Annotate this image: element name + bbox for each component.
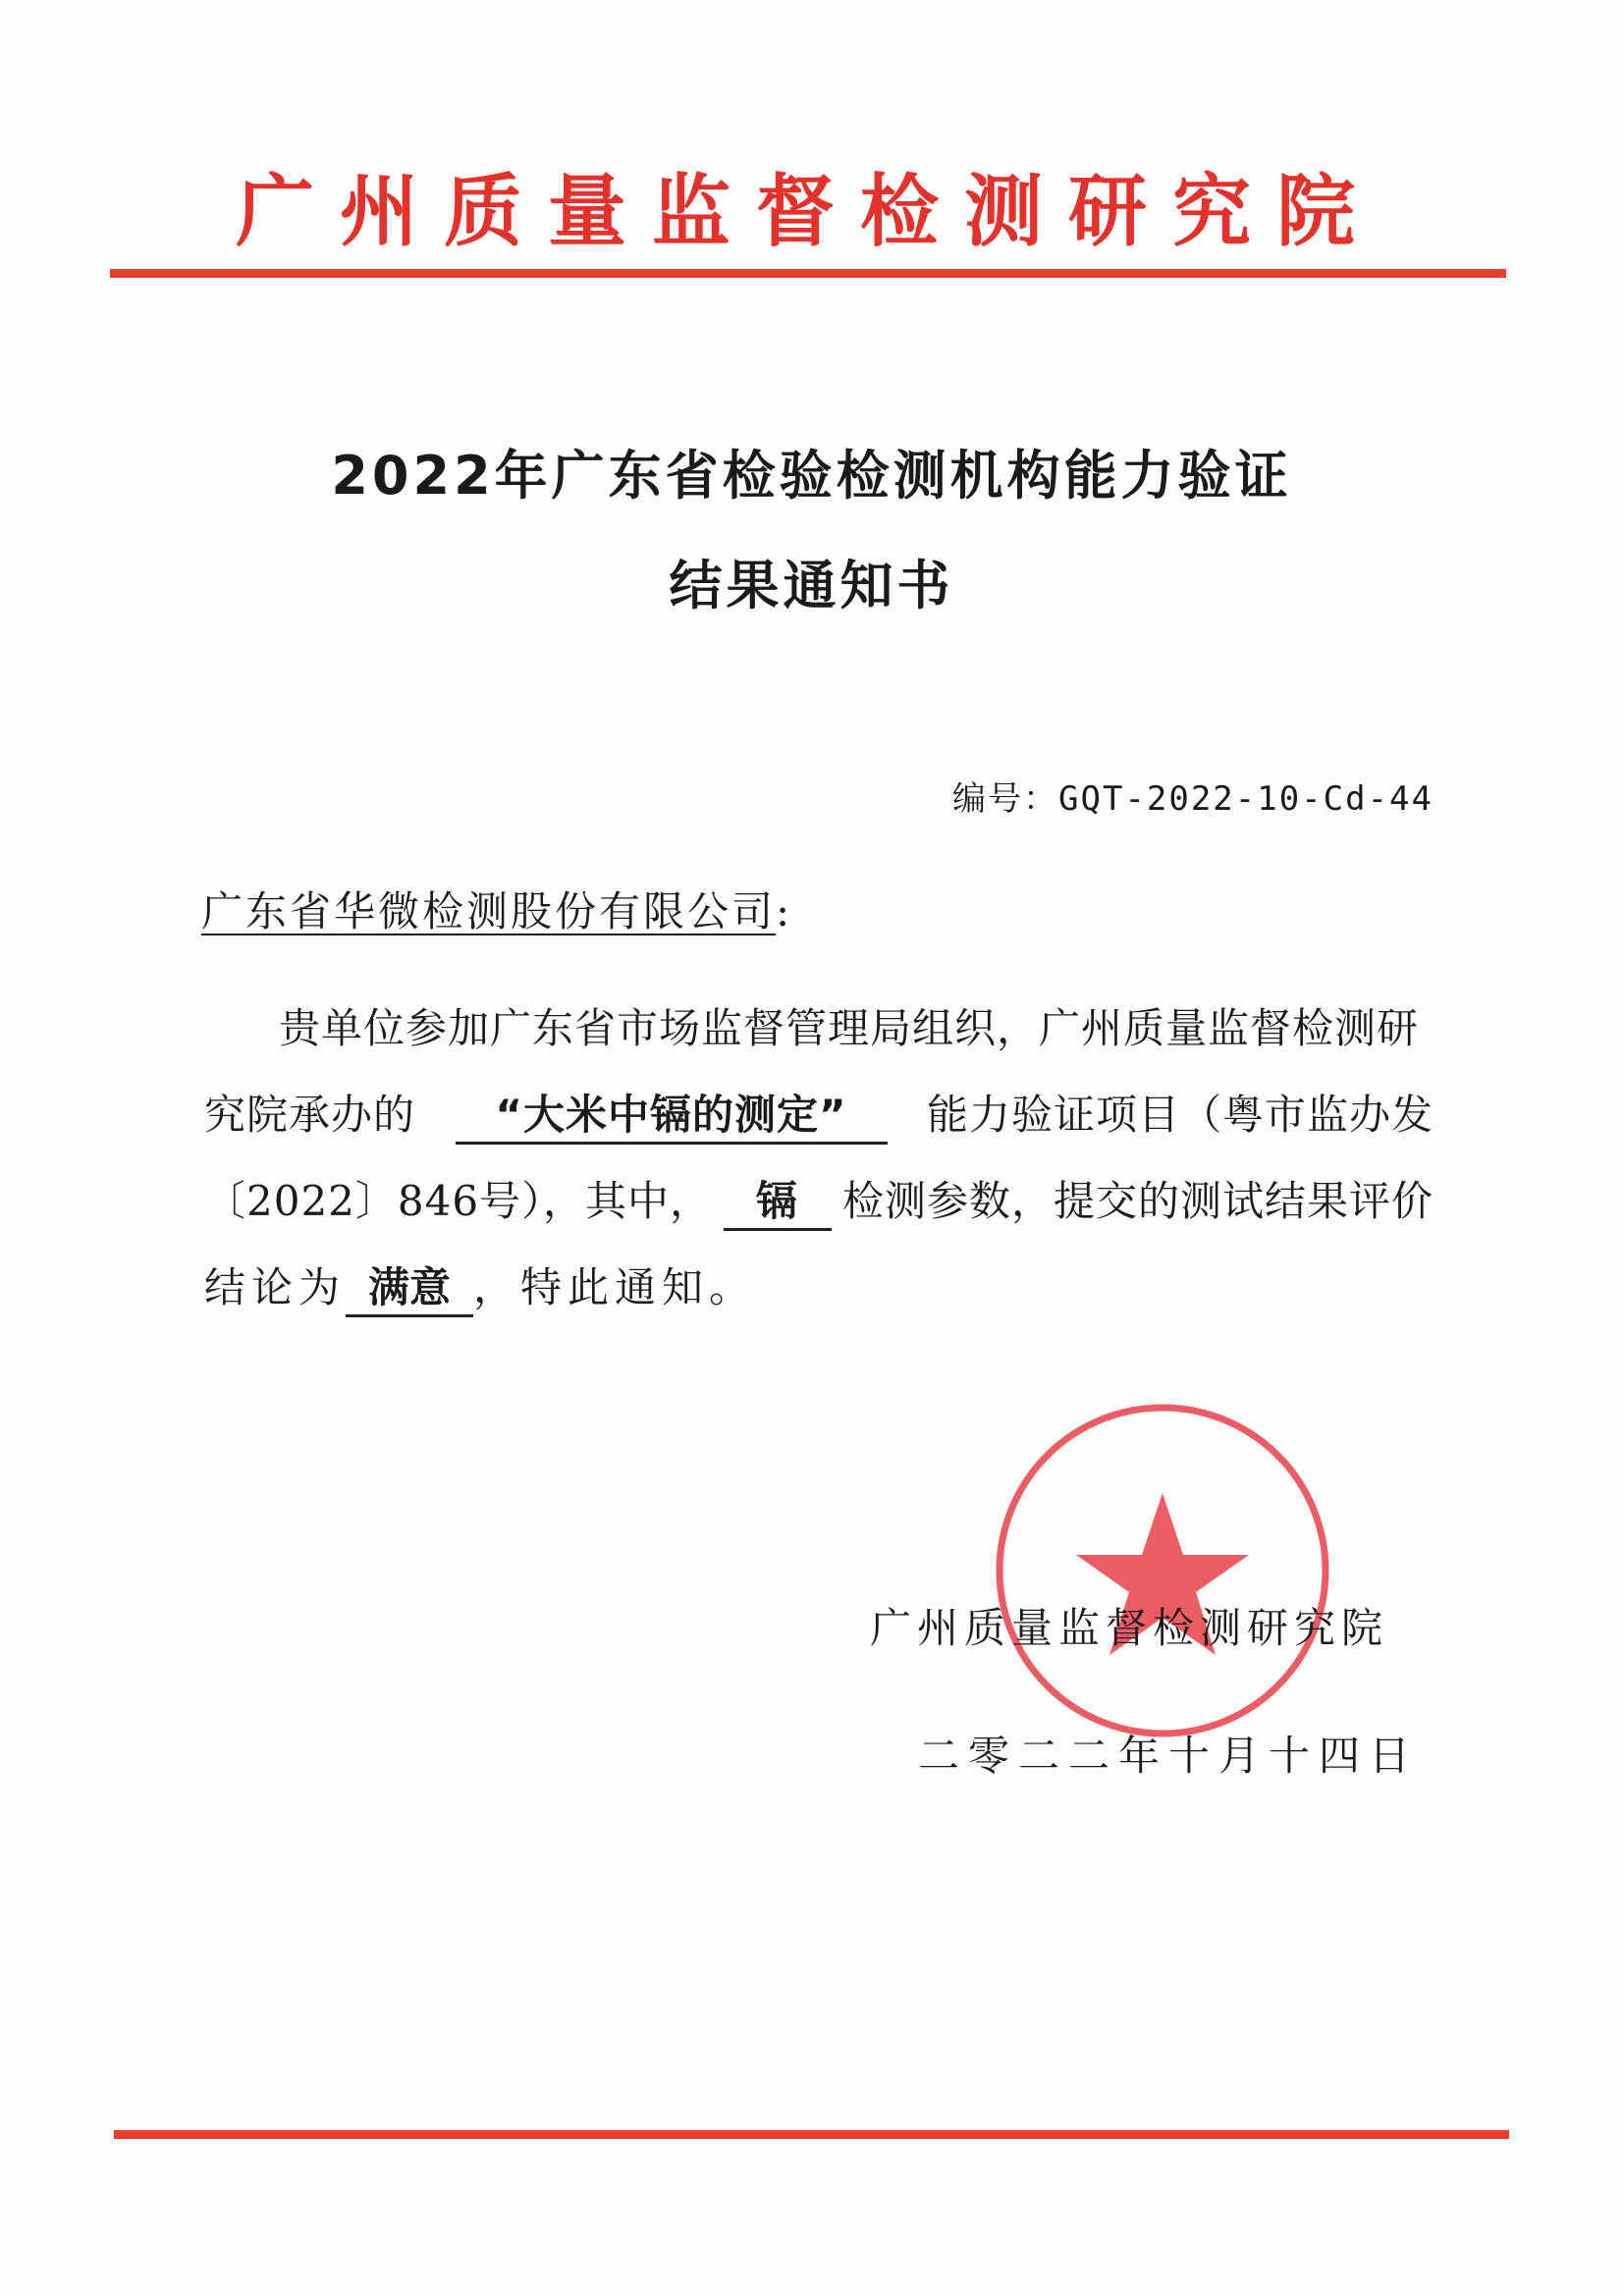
number-label: 编号：: [952, 779, 1058, 819]
number-value: GQT-2022-10-Cd-44: [1058, 779, 1434, 819]
body-line-2: [204, 1086, 1434, 1145]
letterhead-title: 广州质量监督检测研究院: [236, 166, 1380, 257]
footer-divider: [114, 2130, 1509, 2139]
signature-org: 广州质量监督检测研究院: [870, 1604, 1389, 1652]
signature-date: 二零二二年十月十四日: [918, 1732, 1420, 1780]
body-line-3: [204, 1172, 1434, 1231]
body-text: 能力验证项目（粤市监办发: [926, 1091, 1434, 1139]
addressee-name: 广东省华微检测股份有限公司: [201, 887, 777, 935]
body-line-4: [204, 1258, 756, 1317]
body-text: 检测参数，提交的测试结果评价: [841, 1177, 1434, 1225]
body-text: 〔2022〕846号），其中，: [204, 1177, 713, 1225]
parameter-field: 镉: [724, 1175, 832, 1231]
body-text: ，特此通知。: [473, 1263, 757, 1311]
addressee: [201, 880, 792, 938]
body-text: 究院承办的: [204, 1091, 416, 1139]
project-name-field: “大米中镉的测定”: [456, 1089, 888, 1145]
header-divider: [110, 269, 1506, 278]
body-text: 结论为: [204, 1263, 347, 1311]
body-line-1: [279, 999, 1434, 1058]
addressee-colon: :: [776, 887, 793, 935]
document-title-line1: 2022年广东省检验检测机构能力验证: [331, 445, 1292, 507]
result-field: 满意: [346, 1261, 473, 1317]
official-seal: [992, 1400, 1333, 1741]
document-title-line2: 结果通知书: [669, 555, 954, 616]
document-number: [952, 772, 1434, 820]
body-text: 贵单位参加广东省市场监督管理局组织，广州质量监督检测研: [279, 1004, 1420, 1052]
